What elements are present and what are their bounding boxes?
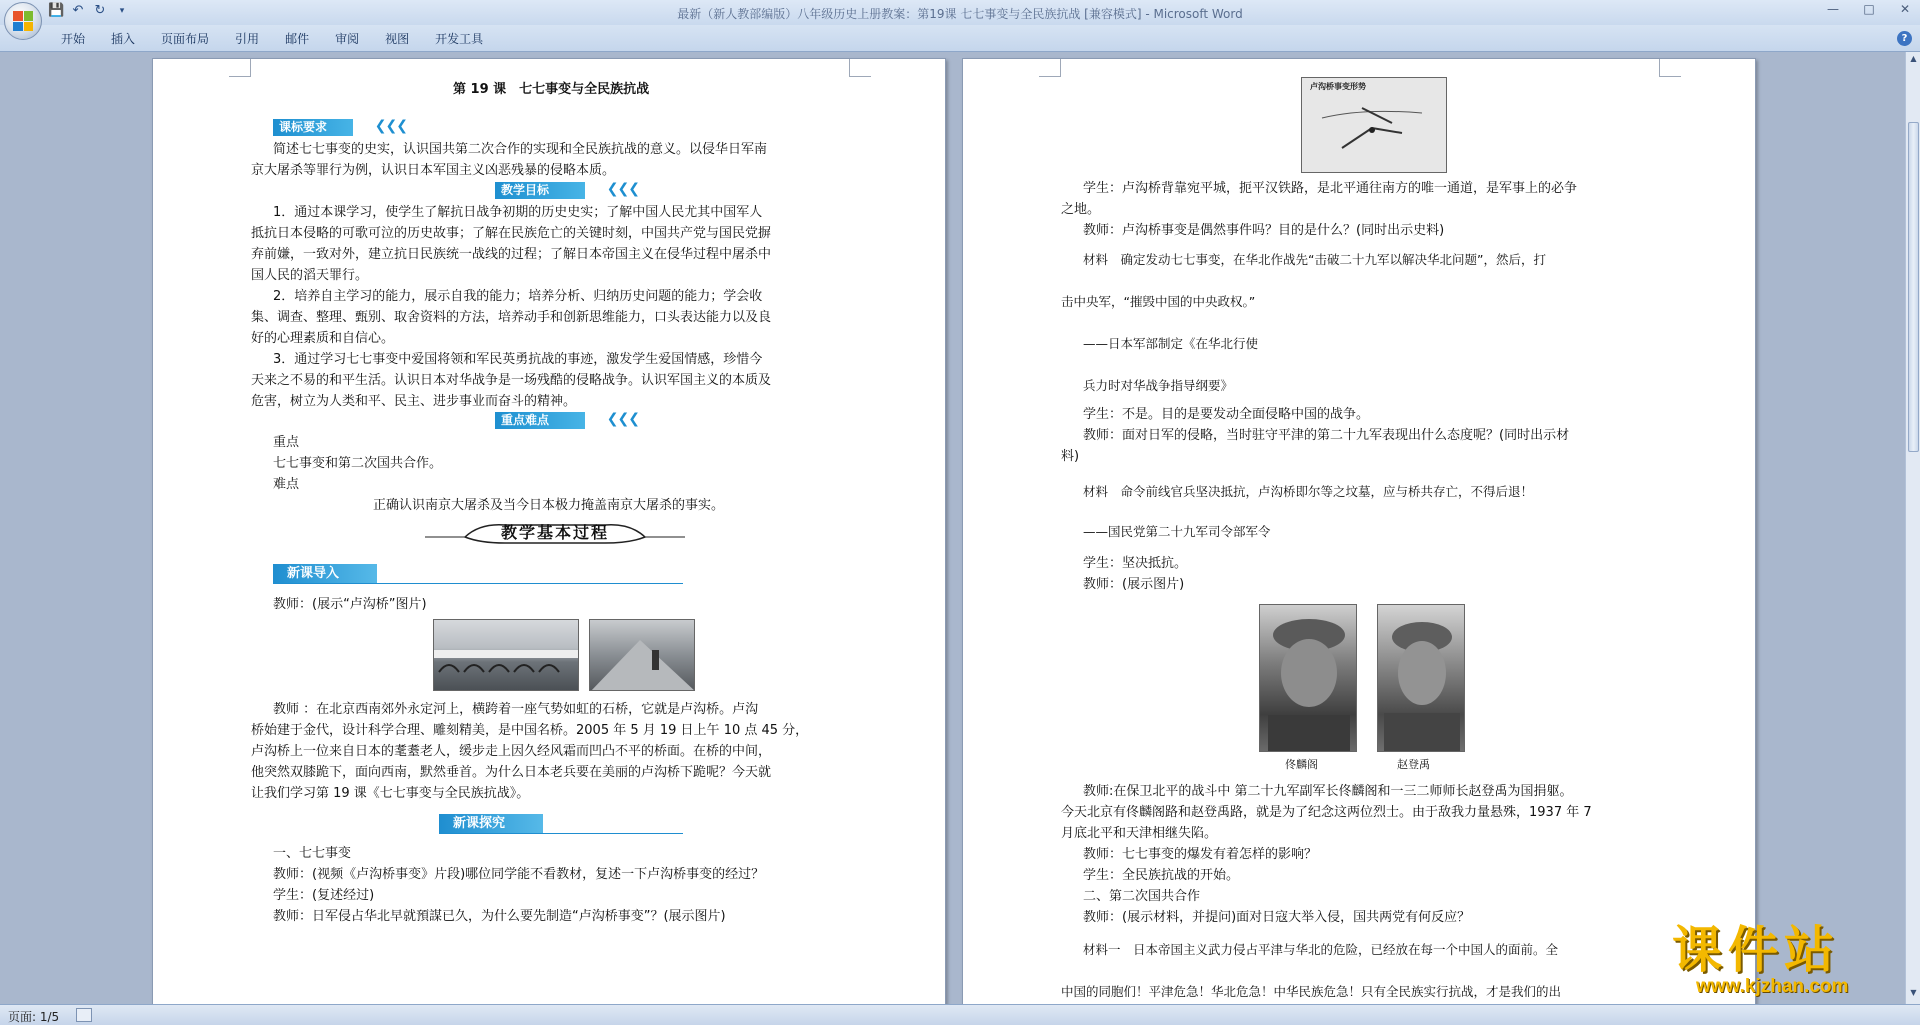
banner-standards xyxy=(273,118,407,136)
tab-mailings[interactable]: 邮件 xyxy=(285,32,310,46)
key-label: 重点 xyxy=(273,435,300,450)
teacher-line-3: 教师：(展示图片) xyxy=(1083,577,1185,592)
teacher-line-6: 教师：(展示材料，并提问)面对日寇大举入侵，国共两党有何反应？ xyxy=(1083,910,1471,925)
window-controls xyxy=(1824,2,1914,16)
banner-label: 教学目标 xyxy=(501,183,550,197)
portrait-figure-icon xyxy=(1260,605,1357,752)
undo-icon[interactable]: ↶ xyxy=(72,3,84,18)
customize-toolbar-icon[interactable]: ▾ xyxy=(119,6,125,16)
maximize-icon[interactable]: □ xyxy=(1863,2,1875,16)
para-line-5: 让我们学习第 19 课《七七事变与全民族抗战》。 xyxy=(251,786,530,801)
difficulty-label: 难点 xyxy=(273,477,300,492)
tab-home[interactable]: 开始 xyxy=(61,32,86,46)
material-1-source-2: 兵力时对华战争指导纲要》 xyxy=(1083,378,1234,393)
arrows-icon: ❮❮❮ xyxy=(606,181,639,197)
site-watermark xyxy=(1672,921,1910,1002)
para-line-3: 卢沟桥上一位来自日本的耄耋老人，缓步走上因久经风霜而凹凸不平的桥面。在桥的中间， xyxy=(251,744,772,759)
tab-view[interactable]: 视图 xyxy=(385,32,410,46)
teacher-line-2b: 料) xyxy=(1061,449,1080,464)
redo-icon[interactable]: ↻ xyxy=(94,3,106,18)
page-count[interactable]: 页面: 1/5 xyxy=(8,1010,60,1024)
map-arrows-icon xyxy=(1302,78,1447,173)
proofing-icon[interactable] xyxy=(76,1008,92,1022)
vertical-scrollbar[interactable] xyxy=(1905,52,1920,1004)
page-2[interactable] xyxy=(962,58,1756,1004)
student-line-1a: 学生：卢沟桥背靠宛平城，扼平汉铁路，是北平通往南方的唯一通道，是军事上的必争 xyxy=(1083,181,1578,196)
portrait-figure-icon xyxy=(1378,605,1465,752)
student-line-4: 学生：全民族抗战的开始。 xyxy=(1083,868,1240,883)
tab-insert[interactable]: 插入 xyxy=(111,32,136,46)
teacher-line-4a: 教师:在保卫北平的战斗中 第二十九军副军长佟麟阁和一三二师师长赵登禹为国捐躯。 xyxy=(1083,784,1573,799)
material-2: 材料 命令前线官兵坚决抵抗，卢沟桥即尔等之坟墓，应与桥共存亡，不得后退！ xyxy=(1083,484,1534,499)
portrait-zhao-dengyu xyxy=(1377,604,1465,752)
banner-label: 课标要求 xyxy=(279,120,328,134)
document-workspace xyxy=(0,52,1905,1004)
status-bar xyxy=(0,1004,1920,1025)
difficulty-text: 正确认识南京大屠杀及当今日本极力掩盖南京大屠杀的事实。 xyxy=(373,498,725,513)
help-icon[interactable]: ? xyxy=(1897,31,1912,46)
teacher-line-5: 教师：七七事变的爆发有着怎样的影响？ xyxy=(1083,847,1318,862)
goal1-line-3: 弃前嫌，一致对外，建立抗日民族统一战线的过程；了解日本帝国主义在侵华过程中屠杀中 xyxy=(251,247,772,262)
standards-line-1: 简述七七事变的史实，认识国共第二次合作的实现和全民族抗战的意义。以侵华日军南 xyxy=(273,142,768,157)
question-2: 教师：日军侵占华北早就預謀已久，为什么要先制造“卢沟桥事变”？(展示图片) xyxy=(273,909,726,924)
material-1: 材料 确定发动七七事变，在华北作战先“击破二十九军以解决华北问题”，然后，打 xyxy=(1083,252,1546,267)
crop-mark xyxy=(229,59,251,77)
goal3-line-3: 危害，树立为人类和平、民主、进步事业而奋斗的精神。 xyxy=(251,394,577,409)
photo-bridge-2 xyxy=(589,619,695,691)
window-title: 最新（新人教部编版）八年级历史上册教案：第19课 七七事变与全民族抗战 [兼容模式] - Microsoft Word xyxy=(677,7,1243,21)
material-1-line-2: 击中央军，“摧毁中国的中央政权。” xyxy=(1061,294,1256,309)
tab-developer[interactable]: 开发工具 xyxy=(435,32,484,46)
arrows-icon: ❮❮❮ xyxy=(606,411,639,427)
tab-references[interactable]: 引用 xyxy=(235,32,260,46)
student-line-1b: 之地。 xyxy=(1061,202,1101,217)
answer-1: 学生：(复述经过) xyxy=(273,888,375,903)
banner-underline xyxy=(439,833,683,834)
banner-intro: 新课导入 xyxy=(273,564,377,583)
question-1: 教师：(视频《卢沟桥事变》片段)哪位同学能不看教材，复述一下卢沟桥事变的经过？ xyxy=(273,867,765,882)
goal2-line-2: 集、调查、整理、甄别、取舍资料的方法，培养动手和创新思维能力，口头表达能力以及良 xyxy=(251,310,772,325)
map-lugou-bridge-incident xyxy=(1301,77,1447,173)
teacher-line-4c: 月底北平和天津相继失陷。 xyxy=(1061,826,1218,841)
para-line-2: 桥始建于金代，设计科学合理、雕刻精美，是中国名桥。2005 年 5 月 19 日上午 10 点 45 分， xyxy=(251,723,809,738)
title-bar xyxy=(0,0,1920,25)
goal2-line-1: 2．培养自主学习的能力，展示自我的能力；培养分析、归纳历史问题的能力；学会收 xyxy=(273,289,763,304)
banner-label: 重点难点 xyxy=(501,413,550,427)
watermark-url: www.kjzhan.com xyxy=(1696,976,1849,997)
material-2-source: ——国民党第二十九军司令部军令 xyxy=(1083,524,1271,539)
section-1-heading: 一、七七事变 xyxy=(273,846,352,861)
process-title-banner xyxy=(425,519,685,545)
caption-zhao-dengyu: 赵登禹 xyxy=(1397,758,1430,771)
banner-goals xyxy=(495,181,639,199)
page-1[interactable] xyxy=(152,58,946,1004)
material-1-source-1: ——日本军部制定《在华北行使 xyxy=(1083,336,1259,351)
map-caption: 卢沟桥事变形势 xyxy=(1310,82,1366,91)
ribbon-tabs xyxy=(48,30,496,48)
teacher-line-4b: 今天北京有佟麟阁路和赵登禹路，就是为了纪念这两位烈士。由于敌我力量悬殊，1937 年 7 xyxy=(1061,805,1592,820)
bridge-walkway-icon xyxy=(590,620,695,691)
office-button[interactable] xyxy=(4,2,42,40)
minimize-icon[interactable]: — xyxy=(1827,2,1839,16)
student-line-3: 学生：坚决抵抗。 xyxy=(1083,556,1188,571)
save-icon[interactable]: 💾 xyxy=(48,3,65,18)
section-2-heading: 二、第二次国共合作 xyxy=(1083,889,1201,904)
lesson-title: 第 19 课 七七事变与全民族抗战 xyxy=(453,82,650,97)
portrait-tong-linge xyxy=(1259,604,1357,752)
student-line-2: 学生：不是。目的是要发动全面侵略中国的战争。 xyxy=(1083,407,1370,422)
close-icon[interactable]: ✕ xyxy=(1899,2,1911,16)
banner-underline xyxy=(273,583,683,584)
banner-key-points xyxy=(495,411,639,429)
goal1-line-1: 1．通过本课学习，使学生了解抗日战争初期的历史史实；了解中国人民尤其中国军人 xyxy=(273,205,763,220)
scroll-up-icon[interactable]: ▲ xyxy=(1910,54,1917,63)
crop-mark xyxy=(1039,59,1061,77)
process-title: 教学基本过程 xyxy=(500,523,609,542)
scroll-thumb[interactable] xyxy=(1908,122,1919,452)
goal2-line-3: 好的心理素质和自信心。 xyxy=(251,331,395,346)
caption-tong-linge: 佟麟阁 xyxy=(1285,758,1318,771)
standards-line-2: 京大屠杀等罪行为例，认识日本军国主义凶恶残暴的侵略本质。 xyxy=(251,163,616,178)
goal3-line-1: 3．通过学习七七事变中爱国将领和军民英勇抗战的事迹，激发学生爱国情感，珍惜今 xyxy=(273,352,763,367)
photo-bridge-1 xyxy=(433,619,579,691)
material-3-line-2: 中国的同胞们！平津危急！华北危急！中华民族危急！只有全民族实行抗战，才是我们的出 xyxy=(1061,984,1562,999)
office-logo-icon xyxy=(13,11,33,31)
material-3: 材料一 日本帝国主义武力侵占平津与华北的危险，已经放在每一个中国人的面前。全 xyxy=(1083,942,1559,957)
watermark-brand: 课件站 xyxy=(1672,921,1840,979)
tab-page-layout[interactable]: 页面布局 xyxy=(161,32,210,46)
goal1-line-4: 国人民的滔天罪行。 xyxy=(251,268,369,283)
para-line-4: 他突然双膝跪下，面向西南，默然垂首。为什么日本老兵要在美丽的卢沟桥下跪呢？今天就 xyxy=(251,765,772,780)
intro-teacher: 教师：(展示“卢沟桥”图片) xyxy=(273,597,427,612)
teacher-line-2a: 教师：面对日军的侵略，当时驻守平津的第二十九军表现出什么态度呢？(同时出示材 xyxy=(1083,428,1570,443)
tab-review[interactable]: 审阅 xyxy=(335,32,360,46)
teacher-line-1: 教师：卢沟桥事变是偶然事件吗？目的是什么？(同时出示史料) xyxy=(1083,223,1445,238)
banner-explore: 新课探究 xyxy=(439,814,543,833)
goal1-line-2: 抵抗日本侵略的可歌可泣的历史故事；了解在民族危亡的关键时刻，中国共产党与国民党摒 xyxy=(251,226,772,241)
para-line-1: 教师 ：在北京西南郊外永定河上，横跨着一座气势如虹的石桥，它就是卢沟桥。卢沟 xyxy=(273,702,759,717)
goal3-line-2: 天来之不易的和平生活。认识日本对华战争是一场残酷的侵略战争。认识军国主义的本质及 xyxy=(251,373,772,388)
crop-mark xyxy=(849,59,871,77)
arrows-icon: ❮❮❮ xyxy=(374,118,407,134)
ribbon xyxy=(0,25,1920,52)
scroll-down-icon[interactable]: ▼ xyxy=(1910,988,1917,997)
crop-mark xyxy=(1659,59,1681,77)
bridge-arches-icon xyxy=(434,620,579,691)
key-text: 七七事变和第二次国共合作。 xyxy=(273,456,443,471)
